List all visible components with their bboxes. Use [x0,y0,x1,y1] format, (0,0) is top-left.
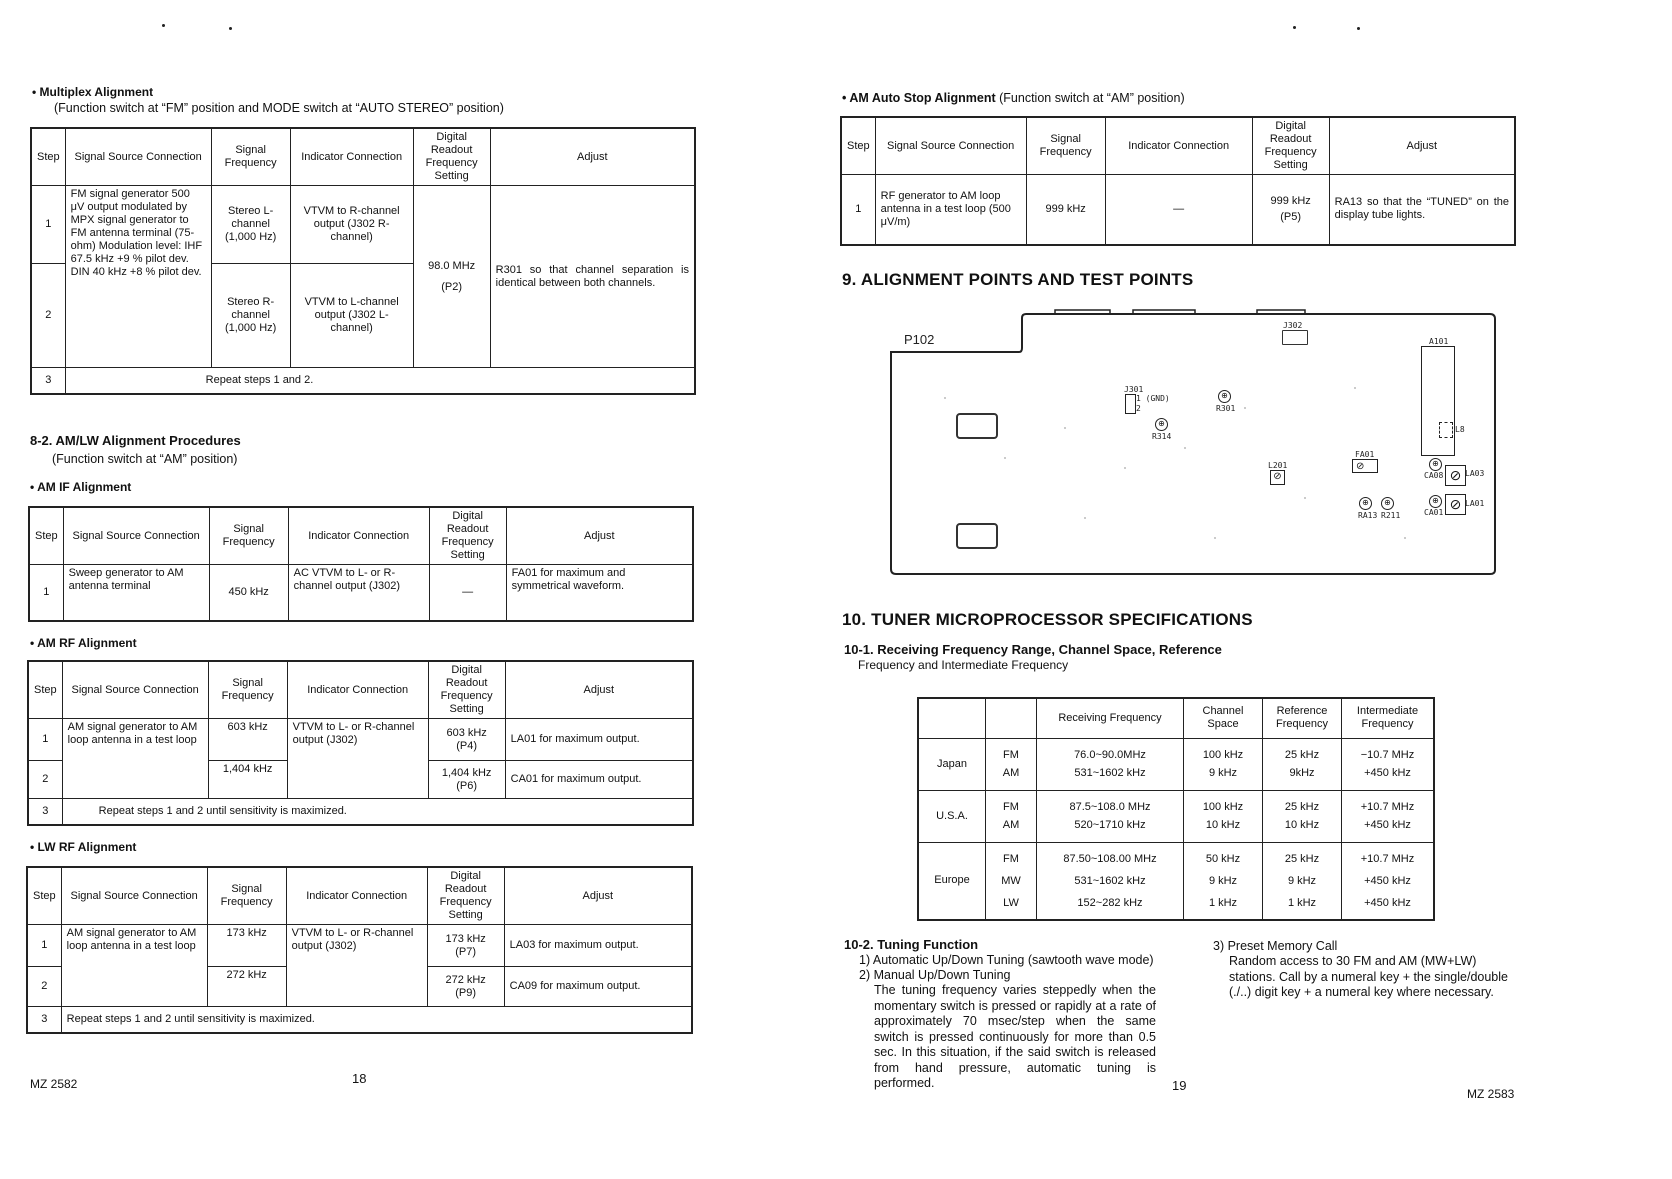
if-cell [1342,842,1435,920]
value: 531~1602 kHz [1074,874,1146,887]
digital-value: 999 kHz [1270,194,1311,207]
band: AM [1002,767,1020,779]
value: +450 kHz [1364,896,1411,909]
adjust-cell: LA03 for maximum output. [504,925,692,967]
col-intermediate: Intermediate Frequency [1342,698,1435,738]
adjust-cell: CA01 for maximum output. [505,761,693,799]
tuning-item-2: 2) Manual Up/Down Tuning [859,968,1011,982]
r301-trimmer-icon: ⊕ [1218,390,1231,403]
section-10-title: 10. TUNER MICROPROCESSOR SPECIFICATIONS [842,610,1253,629]
ca08-trimmer-icon: ⊕ [1429,458,1442,471]
freq-cell: 1,404 kHz [208,761,287,799]
source-cell: FM signal generator 500 μV output modulated by MPX signal generator to FM antenna terminal (75-ohm) Modulation level: IHF 67.5 kHz +9 % pilot dev. DIN 40 kHz +8 % pilot dev. [65,186,211,368]
ca01-label: CA01 [1424,508,1444,517]
scan-dot [1293,26,1296,29]
digital-value: 98.0 MHz [428,259,476,272]
col-source: Signal Source Connection [62,661,208,719]
reference-cell [1263,842,1342,920]
repeat-cell: Repeat steps 1 and 2 until sensitivity is maximized. [62,799,693,825]
page-number-right: 19 [1172,1078,1187,1093]
value: 10 kHz [1205,819,1241,831]
repeat-cell: Repeat steps 1 and 2. [65,368,695,394]
l8-label: L8 [1455,425,1465,434]
step-cell: 1 [29,565,63,621]
region-usa: U.S.A. [918,790,986,842]
col-digital: Digital Readout Frequency Setting [428,661,505,719]
section-9-title: 9. ALIGNMENT POINTS AND TEST POINTS [842,270,1194,289]
step-cell: 1 [31,186,65,264]
value: −10.7 MHz [1360,749,1415,761]
repeat-cell: Repeat steps 1 and 2 until sensitivity is maximized. [61,1007,692,1033]
tuning-item-1: 1) Automatic Up/Down Tuning (sawtooth wave mode) [859,953,1154,967]
col-receiving: Receiving Frequency [1037,698,1184,738]
am-auto-stop-heading-line [842,91,1185,105]
step-cell: 2 [27,967,61,1007]
value: +10.7 MHz [1360,852,1415,865]
value: 9 kHz [1208,874,1238,887]
digital-point: (P9) [455,986,477,999]
la03-coil-icon: ⊘ [1445,465,1466,486]
adjust-cell: FA01 for maximum and symmetrical waveform. [506,565,693,621]
value: +450 kHz [1364,819,1411,831]
a101-block [1421,346,1455,456]
col-freq: Signal Frequency [1026,117,1105,175]
ca08-label: CA08 [1424,471,1444,480]
scan-dot [162,24,165,27]
col-digital: Digital Readout Frequency Setting [429,507,506,565]
band: LW [1003,896,1019,909]
col-indicator: Indicator Connection [287,661,428,719]
value: 9kHz [1289,767,1315,779]
j301-pin2-label: 2 [1136,404,1141,413]
alignment-points-diagram [885,308,1510,580]
digital-value: 1,404 kHz [441,766,492,779]
band: AM [1002,819,1020,831]
am-if-heading: • AM IF Alignment [30,480,132,494]
am-rf-heading: • AM RF Alignment [30,636,137,650]
col-digital: Digital Readout Frequency Setting [427,867,504,925]
col-freq: Signal Frequency [207,867,286,925]
value: 9 kHz [1287,874,1317,887]
receiving-cell [1037,842,1184,920]
bands-cell [986,790,1037,842]
l8-coil [1439,422,1453,438]
space-cell [1184,790,1263,842]
r211-trimmer-icon: ⊕ [1381,497,1394,510]
reference-cell [1263,790,1342,842]
receiving-cell [1037,738,1184,790]
value: 10 kHz [1284,819,1320,831]
col-step: Step [31,128,65,186]
col-adjust: Adjust [490,128,695,186]
multiplex-subtitle: (Function switch at “FM” position and MODE switch at “AUTO STEREO” position) [54,101,504,115]
value: 1 kHz [1208,896,1238,909]
digital-point: (P4) [456,739,478,752]
value: 25 kHz [1284,749,1320,761]
subsection-10-2-title: 10-2. Tuning Function [844,937,979,952]
value: 87.5~108.0 MHz [1069,801,1151,813]
tuning-item-3-body: Random access to 30 FM and AM (MW+LW) stations. Call by a numeral key + the single/double (./..) digit key + a numeral key where necessary. [1229,954,1508,999]
freq-cell: 173 kHz [207,925,286,967]
j302-connector [1282,330,1308,345]
value: +450 kHz [1364,874,1411,887]
col-digital: Digital Readout Frequency Setting [1252,117,1329,175]
ra13-trimmer-icon: ⊕ [1359,497,1372,510]
value: 100 kHz [1202,801,1244,813]
band: FM [1003,801,1019,813]
col-indicator: Indicator Connection [1105,117,1252,175]
reference-cell [1263,738,1342,790]
digital-value: 173 kHz [445,932,486,945]
digital-cell [1252,175,1329,245]
value: 25 kHz [1284,801,1320,813]
indicator-cell: AC VTVM to L- or R-channel output (J302) [288,565,429,621]
la03-label: LA03 [1465,469,1485,478]
if-cell [1342,790,1435,842]
source-cell: AM signal generator to AM loop antenna in a test loop [62,719,208,799]
bands-cell [986,738,1037,790]
lw-rf-table [26,866,693,1034]
r211-label: R211 [1381,511,1401,520]
la01-label: LA01 [1465,499,1485,508]
scan-dot [1357,27,1360,30]
j301-label: J301 [1124,385,1144,394]
col-digital: Digital Readout Frequency Setting [413,128,490,186]
indicator-cell: VTVM to L-channel output (J302 L-channel) [290,264,413,368]
amlw-subtitle: (Function switch at “AM” position) [52,452,238,466]
model-number-left: MZ 2582 [30,1077,78,1091]
fa01-label: FA01 [1355,450,1375,459]
la01-coil-icon: ⊘ [1445,494,1466,515]
if-cell [1342,738,1435,790]
col-indicator: Indicator Connection [286,867,427,925]
subsection-10-1-title: 10-1. Receiving Frequency Range, Channel Space, Reference [844,642,1222,657]
col-adjust: Adjust [504,867,692,925]
col-adjust: Adjust [1329,117,1515,175]
indicator-cell: VTVM to L- or R-channel output (J302) [287,719,428,799]
col-channel-space: Channel Space [1184,698,1263,738]
col-source: Signal Source Connection [65,128,211,186]
digital-value: 272 kHz [445,973,486,986]
frequency-spec-table [917,697,1435,921]
blank-header [986,698,1037,738]
col-step: Step [841,117,875,175]
value: 531~1602 kHz [1074,767,1146,779]
col-step: Step [27,867,61,925]
digital-cell [413,186,490,368]
bands-cell [986,842,1037,920]
freq-cell: 999 kHz [1026,175,1105,245]
value: 1 kHz [1287,896,1317,909]
subsection-10-1-title-cont: Frequency and Intermediate Frequency [858,658,1069,672]
ra13-label: RA13 [1358,511,1378,520]
col-reference: Reference Frequency [1263,698,1342,738]
digital-point: (P5) [1280,210,1302,223]
col-freq: Signal Frequency [211,128,290,186]
a101-label: A101 [1429,337,1449,346]
source-cell: RF generator to AM loop antenna in a test loop (500 μV/m) [875,175,1026,245]
value: 520~1710 kHz [1074,819,1146,831]
value: +450 kHz [1364,767,1411,779]
step-cell: 3 [27,1007,61,1033]
value: 25 kHz [1284,852,1320,865]
col-adjust: Adjust [506,507,693,565]
multiplex-heading: • Multiplex Alignment [32,85,154,99]
freq-cell: Stereo R-channel (1,000 Hz) [211,264,290,368]
scan-dot [229,27,232,30]
digital-point: (P6) [456,779,478,792]
region-europe: Europe [918,842,986,920]
j302-label: J302 [1283,321,1303,330]
j301-pin1-label: 1 (GND) [1136,394,1170,403]
space-cell [1184,738,1263,790]
digital-cell [428,719,505,761]
step-cell: 2 [28,761,62,799]
digital-cell: — [429,565,506,621]
r314-label: R314 [1152,432,1172,441]
tuning-item-2-body: The tuning frequency varies steppedly when the momentary switch is pressed or rapidly at a rate of approximately 70 msec/step when the same switch is pressed continuously for more than 0.5 sec. In this situation, if the said switch is released from hand pressure, automatic tuning is performed. [874,983,1156,1090]
col-source: Signal Source Connection [875,117,1026,175]
freq-cell: 272 kHz [207,967,286,1007]
col-source: Signal Source Connection [63,507,209,565]
adjust-cell: CA09 for maximum output. [504,967,692,1007]
indicator-cell: VTVM to L- or R-channel output (J302) [286,925,427,1007]
mount-hole [956,523,998,549]
adjust-cell: R301 so that channel separation is identical between both channels. [490,186,695,368]
am-if-table [28,506,694,622]
value: +10.7 MHz [1360,801,1415,813]
value: 76.0~90.0MHz [1074,749,1146,761]
source-cell: Sweep generator to AM antenna terminal [63,565,209,621]
am-auto-stop-heading: • AM Auto Stop Alignment [842,91,996,105]
am-auto-stop-table [840,116,1516,246]
freq-cell: 603 kHz [208,719,287,761]
region-japan: Japan [918,738,986,790]
digital-cell [427,967,504,1007]
amlw-heading: 8-2. AM/LW Alignment Procedures [30,433,241,448]
am-auto-stop-note: (Function switch at “AM” position) [995,91,1185,105]
l201-coil-icon: ⊘ [1270,470,1285,485]
col-freq: Signal Frequency [208,661,287,719]
model-number-right: MZ 2583 [1467,1087,1515,1101]
tuning-item-3: 3) Preset Memory Call [1213,939,1338,953]
digital-point: (P7) [455,945,477,958]
blank-header [918,698,986,738]
freq-cell: 450 kHz [209,565,288,621]
step-cell: 1 [841,175,875,245]
adjust-cell: LA01 for maximum output. [505,719,693,761]
col-source: Signal Source Connection [61,867,207,925]
source-cell: AM signal generator to AM loop antenna in a test loop [61,925,207,1007]
col-step: Step [28,661,62,719]
receiving-cell [1037,790,1184,842]
step-cell: 1 [27,925,61,967]
value: 50 kHz [1205,852,1241,865]
ca01-trimmer-icon: ⊕ [1429,495,1442,508]
multiplex-table [30,127,696,395]
col-step: Step [29,507,63,565]
col-indicator: Indicator Connection [288,507,429,565]
value: 9 kHz [1208,767,1238,779]
step-cell: 1 [28,719,62,761]
band: FM [1003,749,1019,761]
band: MW [1001,874,1021,887]
indicator-cell: VTVM to R-channel output (J302 R-channel) [290,186,413,264]
band: FM [1003,852,1019,865]
col-freq: Signal Frequency [209,507,288,565]
step-cell: 2 [31,264,65,368]
value: 87.50~108.00 MHz [1063,852,1157,865]
p102-label: P102 [904,332,935,347]
freq-cell: Stereo L-channel (1,000 Hz) [211,186,290,264]
l201-label: L201 [1268,461,1288,470]
digital-cell [428,761,505,799]
fa01-coil-icon: ⊘ [1352,459,1378,473]
lw-rf-heading: • LW RF Alignment [30,840,137,854]
r301-label: R301 [1216,404,1236,413]
col-indicator: Indicator Connection [290,128,413,186]
r314-trimmer-icon: ⊕ [1155,418,1168,431]
digital-point: (P2) [441,280,463,293]
mount-hole [956,413,998,439]
step-cell: 3 [28,799,62,825]
am-rf-table [27,660,694,826]
value: 152~282 kHz [1077,896,1143,909]
page-number-left: 18 [352,1071,367,1086]
digital-value: 603 kHz [446,726,487,739]
digital-cell [427,925,504,967]
value: 100 kHz [1202,749,1244,761]
j301-connector [1125,394,1136,414]
step-cell: 3 [31,368,65,394]
indicator-cell: — [1105,175,1252,245]
space-cell [1184,842,1263,920]
adjust-cell: RA13 so that the “TUNED” on the display tube lights. [1329,175,1515,245]
col-adjust: Adjust [505,661,693,719]
